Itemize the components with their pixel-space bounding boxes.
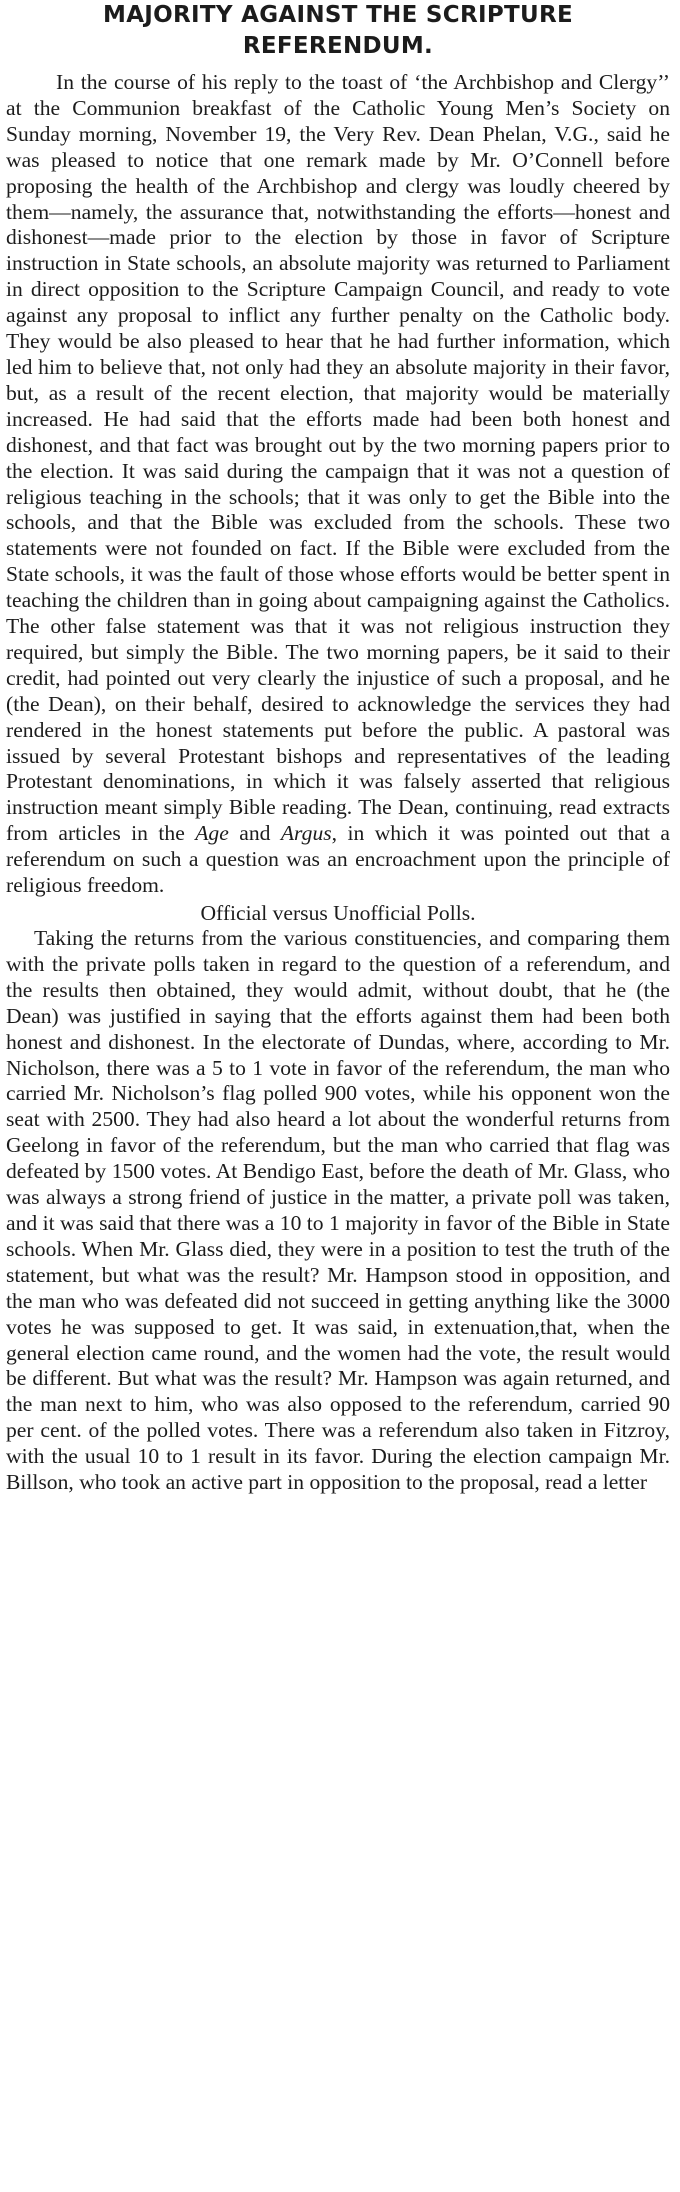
article-headline [6, 0, 670, 62]
paragraph-1-ending: , in which it was pointed out that a referendum on such a question was an encroachment upon the principle of religious freedom. [6, 821, 670, 898]
conjunction-text: and [228, 821, 281, 846]
newspaper-name-argus: Argus [280, 821, 332, 846]
section-subheading: Official versus Unofficial Polls. [200, 901, 476, 925]
article-paragraph-2: Taking the returns from the various constituencies, and comparing them with the private polls taken in regard to the question of a referendum, and the results then obtained, they would admit, without doubt, that he (the Dean) was justified in saying that the efforts against them had been both honest and dishonest. In the electorate of Dundas, where, according to Mr. Nicholson, there was a 5 to 1 vote in favor of the referendum, the man who carried Mr. Nicholson’s flag polled 900 votes, while his opponent won the seat with 2500. They had also heard a lot about the wonderful returns from Geelong in favor of the referendum, but the man who carried that flag was defeated by 1500 votes. At Bendigo East, before the death of Mr. Glass, who was always a strong friend of justice in the matter, a private poll was taken, and it was said that there was a 10 to 1 majority in favor of the Bible in State schools. When Mr. Glass died, they were in a position to test the truth of the statement, but what was the result? Mr. Hampson stood in opposition, and the man who was defeated did not succeed in getting anything like the 3000 votes he was supposed to get. It was said, in extenuation,that, when the general election came round, and the women had the vote, the result would be different. But what was the result? Mr. Hampson was again returned, and the man next to him, who was also opposed to the referendum, carried 90 per cent. of the polled votes. There was a referendum also taken in Fitzroy, with the usual 10 to 1 result in its favor. During the election campaign Mr. Billson, who took an active part in opposition to the proposal, read a letter [6, 926, 670, 1495]
headline-line-2: REFERENDUM. [242, 33, 434, 59]
paragraph-1-text: In the course of his reply to the toast of ‘the Archbishop and Clergy’’ at the Communion breakfast of the Catholic Young Men’s Society on Sunday morning, November 19, the Very Rev. Dean Phelan, V.G., said he was pleased to notice that one remark made by Mr. O’Connell before proposing the health of the Archbishop and clergy was loudly cheered by them—namely, the assurance that, notwithstanding the efforts—honest and dishonest—made prior to the election by those in favor of Scripture instruction in State schools, an absolute majority was returned to Parliament in direct opposition to the Scripture Campaign Council, and ready to vote against any proposal to inflict any further penalty on the Catholic body. They would be also pleased to hear that he had further information, which led him to believe that, not only had they an absolute majority in their favor, but, as a result of the recent election, that majority would be materially increased. He had said that the efforts made had been both honest and dishonest, and that fact was brought out by the two morning papers prior to the election. It was said during the campaign that it was not a question of religious teaching in the schools; that it was only to get the Bible into the schools, and that the Bible was excluded from the schools. These two statements were not founded on fact. If the Bible were excluded from the State schools, it was the fault of those whose efforts would be better spent in teaching the children than in going about campaigning against the Catholics. The other false statement was that it was not religious instruction they required, but simply the Bible. The two morning papers, be it said to their credit, had pointed out very clearly the injustice of such a proposal, and he (the Dean), on their behalf, desired to acknowledge the services they had rendered in the honest statements put before the public. A pastoral was issued by several Protestant bishops and representatives of the leading Protestant denominations, in which it was falsely asserted that religious instruction meant simply Bible reading. The Dean, continuing, read extracts from articles in the [6, 70, 670, 846]
newspaper-name-age: Age [195, 821, 229, 846]
article-paragraph-1 [6, 70, 670, 899]
headline-line-1: MAJORITY AGAINST THE SCRIPTURE [103, 2, 573, 28]
